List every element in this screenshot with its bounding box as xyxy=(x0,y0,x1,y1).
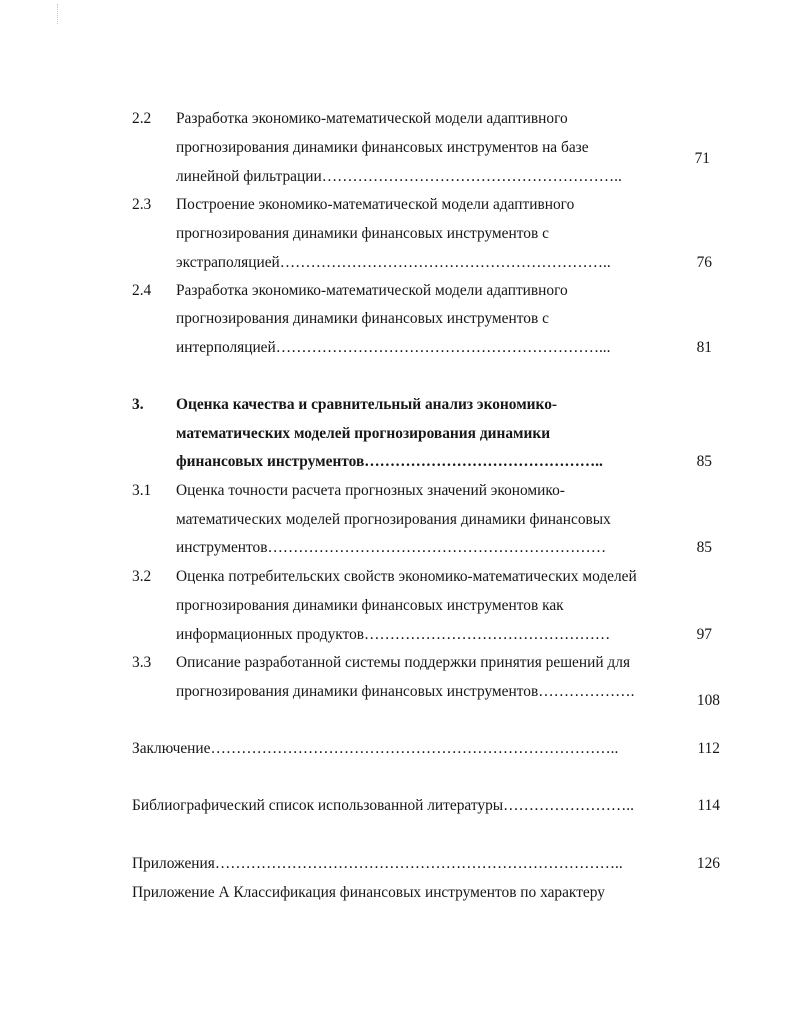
toc-entry-title-line: прогнозирования динамики финансовых инструментов с xyxy=(176,225,549,242)
toc-entry-title-line: инструментов………………………………………………………… xyxy=(176,539,607,556)
toc-chapter-title-line: математических моделей прогнозирования динамики xyxy=(176,425,551,442)
toc-appendices: Приложения…………………………………………………………………….. xyxy=(132,855,623,872)
toc-chapter-title-line: финансовых инструментов……………………………………….. xyxy=(176,453,603,470)
toc-entry-title-line: Оценка точности расчета прогнозных значений экономико- xyxy=(176,482,565,499)
toc-page-number: 126 xyxy=(696,855,720,872)
toc-page-number: 112 xyxy=(697,740,720,757)
toc-page-number: 81 xyxy=(696,339,712,356)
toc-entry-number: 3.2 xyxy=(132,568,152,585)
toc-conclusion: Заключение…………………………………………………………………….. xyxy=(132,740,619,757)
toc-entry-title-line: Разработка экономико-математической модели адаптивного xyxy=(176,282,568,299)
toc-entry-title-line: прогнозирования динамики финансовых инструментов на базе xyxy=(176,139,589,156)
toc-entry-title-line: Оценка потребительских свойств экономико-математических моделей xyxy=(176,568,637,585)
toc-chapter-title-line: Оценка качества и сравнительный анализ экономико- xyxy=(176,396,558,413)
toc-page-number: 114 xyxy=(697,797,720,814)
toc-entry-number: 3.1 xyxy=(132,482,152,499)
toc-entry-title-line: интерполяцией………………………………………………………... xyxy=(176,339,611,356)
toc-page-number: 85 xyxy=(696,453,712,470)
toc-entry-title-line: математических моделей прогнозирования динамики финансовых xyxy=(176,511,611,528)
scan-artifact xyxy=(57,4,61,24)
toc-page-number: 85 xyxy=(696,539,712,556)
toc-page-number: 97 xyxy=(696,626,712,643)
toc-entry-title-line: прогнозирования динамики финансовых инструментов с xyxy=(176,310,549,327)
toc-bibliography: Библиографический список использованной литературы…………………….. xyxy=(132,797,634,814)
toc-entry-title-line: информационных продуктов………………………………………… xyxy=(176,626,611,643)
toc-entry-title-line: Описание разработанной системы поддержки принятия решений для xyxy=(176,654,631,671)
toc-page-number: 108 xyxy=(696,692,720,709)
toc-entry-title-line: экстраполяцией……………………………………………………….. xyxy=(176,254,611,271)
toc-entry-title-line: прогнозирования динамики финансовых инструментов………………. xyxy=(176,683,635,700)
toc-entry-number: 2.4 xyxy=(132,282,152,299)
toc-entry-number: 2.2 xyxy=(132,110,152,127)
toc-entry-number: 2.3 xyxy=(132,196,152,213)
toc-entry-title-line: Разработка экономико-математической модели адаптивного xyxy=(176,110,568,127)
toc-entry-number: 3.3 xyxy=(132,654,152,671)
toc-page-number: 71 xyxy=(694,150,710,167)
toc-entry-title-line: линейной фильтрации………………………………………………….. xyxy=(176,168,622,185)
toc-entry-title-line: Построение экономико-математической модели адаптивного xyxy=(176,196,575,213)
toc-appendix-a: Приложение А Классификация финансовых инструментов по характеру xyxy=(132,884,605,901)
toc-page-number: 76 xyxy=(696,254,712,271)
toc-entry-title-line: прогнозирования динамики финансовых инструментов как xyxy=(176,597,564,614)
toc-chapter-number: 3. xyxy=(132,396,144,413)
